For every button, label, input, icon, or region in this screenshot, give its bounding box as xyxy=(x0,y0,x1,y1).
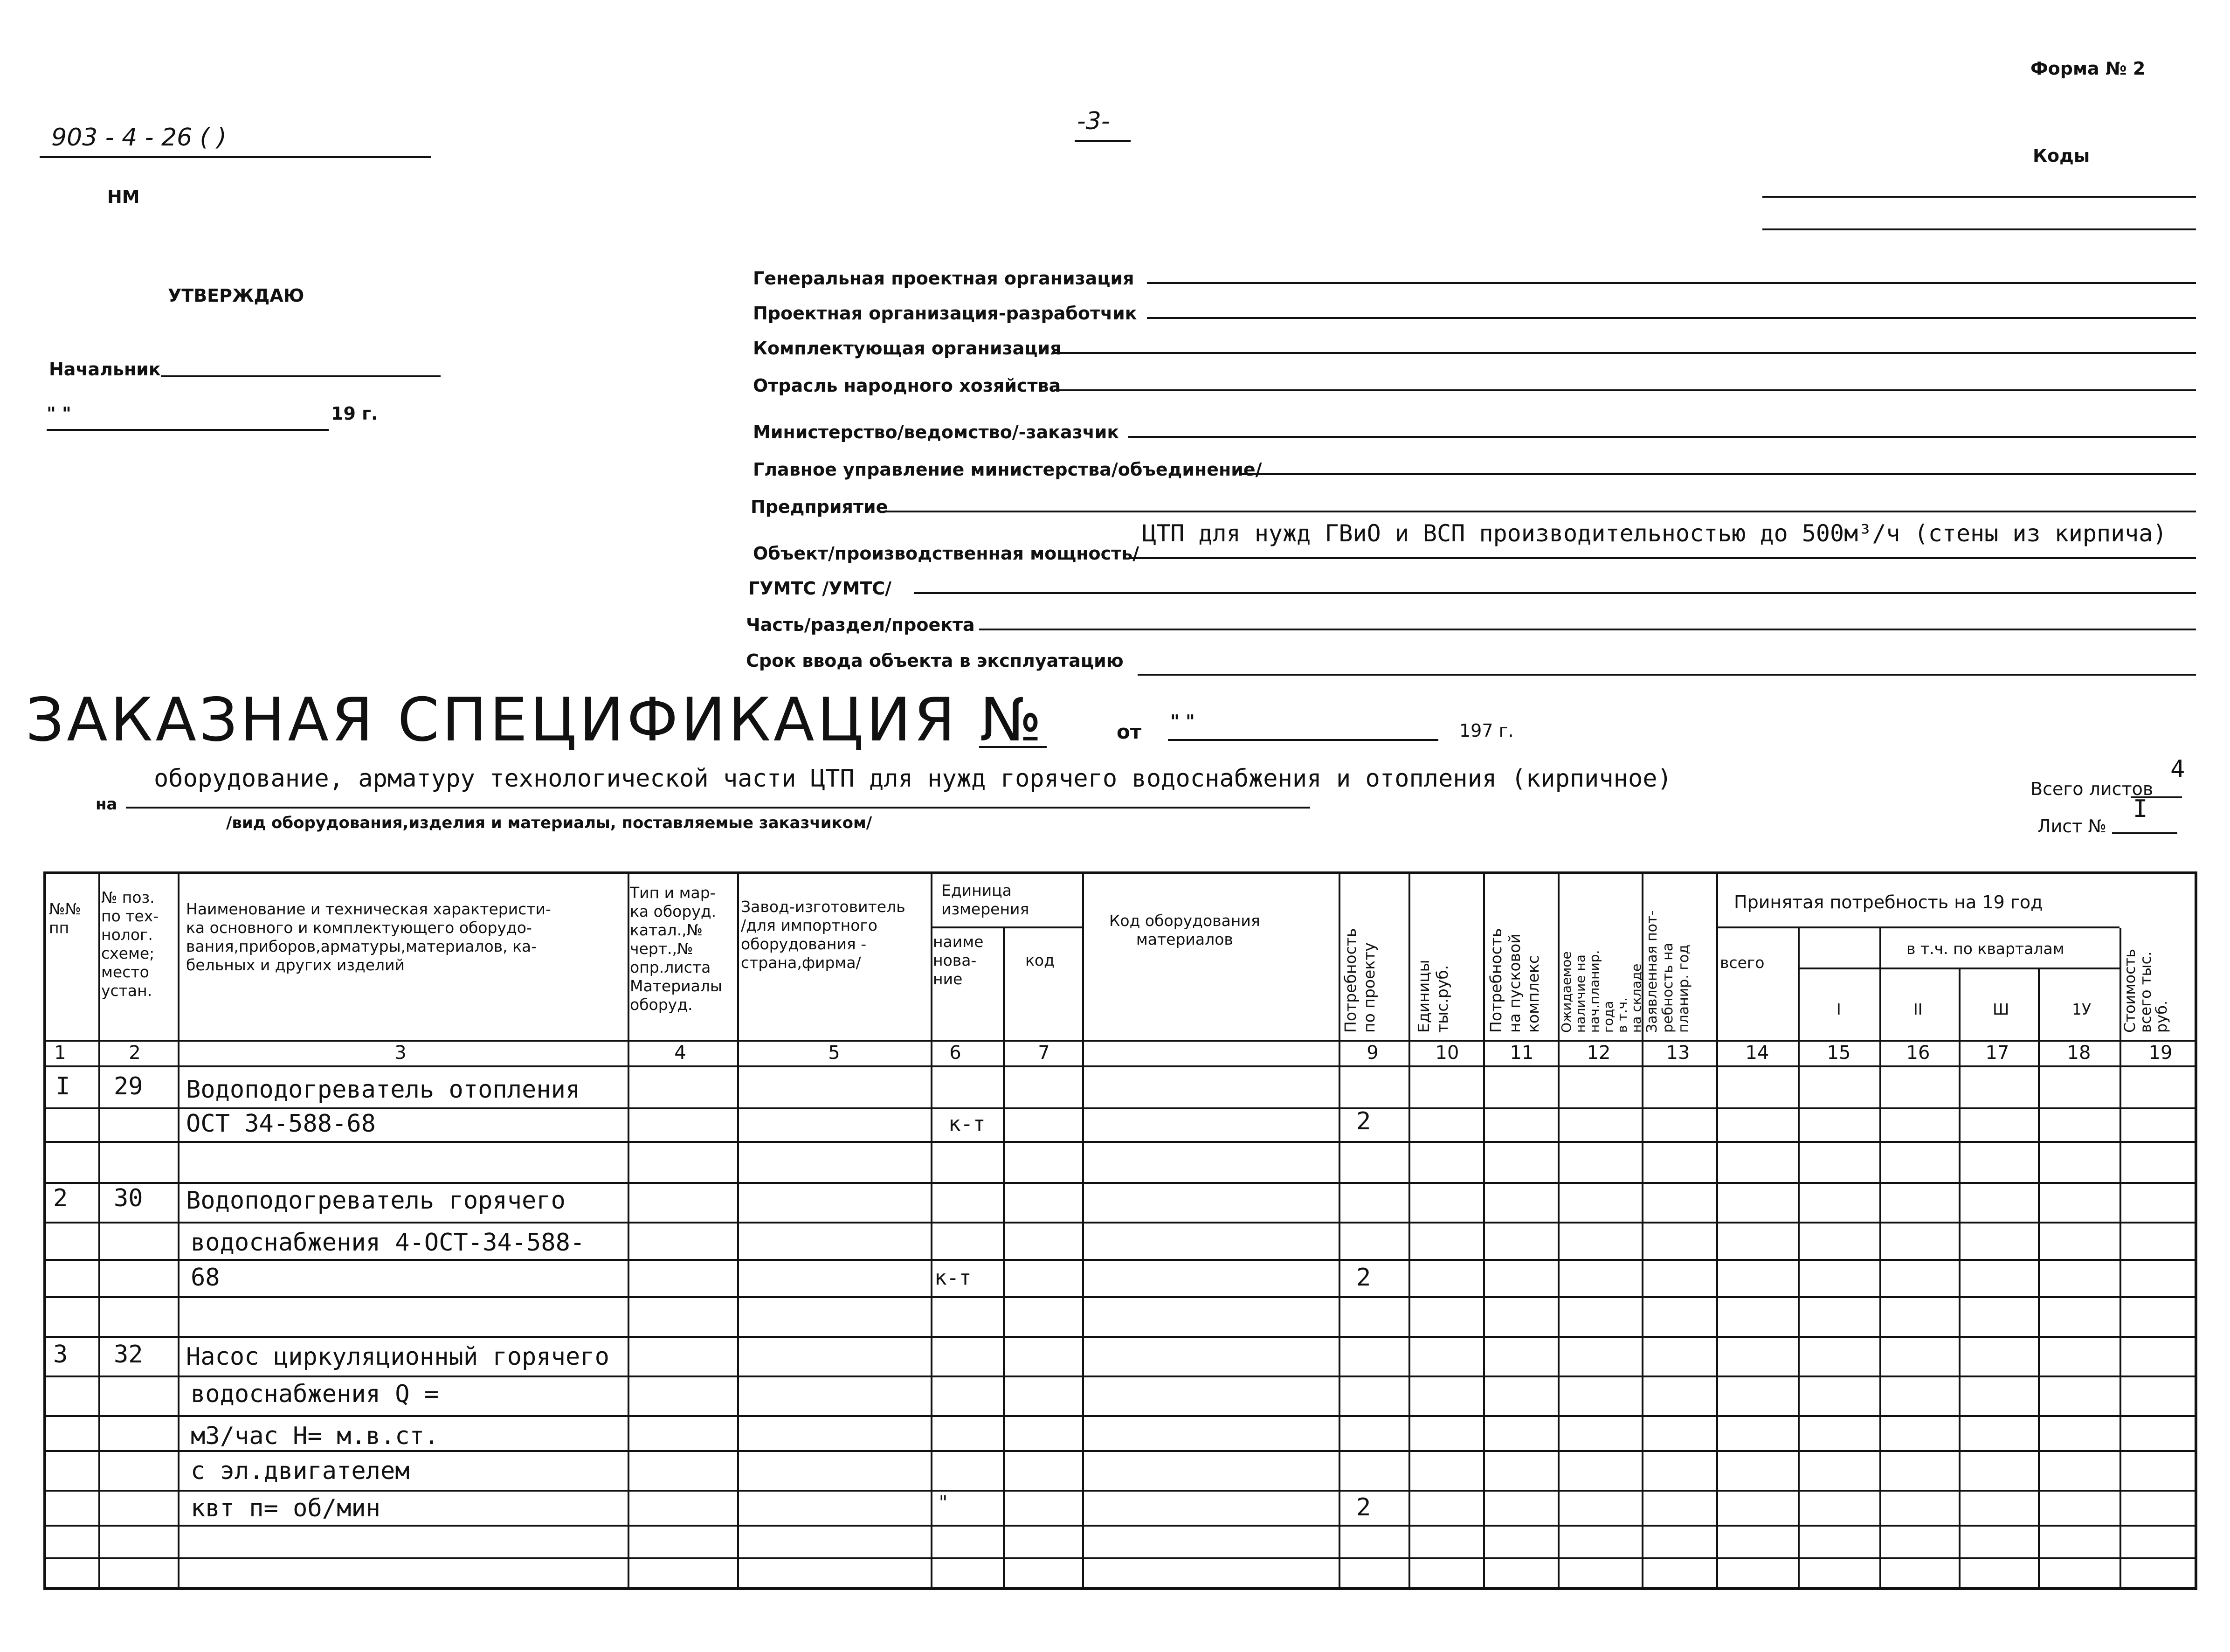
sheet-value: I xyxy=(2133,795,2148,823)
col-divider xyxy=(1408,874,1410,1587)
row-position: 29 xyxy=(114,1072,143,1100)
org-field-line xyxy=(1054,352,2196,354)
row-number: I xyxy=(55,1072,70,1100)
col-number: 2 xyxy=(129,1042,141,1064)
header-accepted: Принятая потребность на 19 год xyxy=(1734,892,2043,912)
org-field-label: Генеральная проектная организация xyxy=(753,268,1134,289)
row-line xyxy=(46,1450,2195,1452)
col-number: 1 xyxy=(54,1042,66,1064)
org-field-label: Отрасль народного хозяйства xyxy=(753,375,1061,396)
row-name: квт п= об/мин xyxy=(191,1494,380,1522)
row-unit: к-т xyxy=(934,1266,972,1290)
org-field-label: Часть/раздел/проекта xyxy=(746,615,975,635)
header-need-project: Потребность по проекту xyxy=(1341,928,1378,1033)
row-name: 68 xyxy=(191,1264,220,1292)
approve-date-line xyxy=(47,429,329,431)
doc-number: 903 - 4 - 26 ( ) xyxy=(51,124,227,152)
title-date-line xyxy=(1168,739,1438,741)
row-line xyxy=(46,1182,2195,1184)
col-number: 10 xyxy=(1435,1042,1459,1064)
col-divider xyxy=(628,874,629,1587)
col-divider xyxy=(98,874,100,1587)
codes-line-2 xyxy=(1762,228,2196,230)
row-line xyxy=(46,1259,2195,1261)
row-name: водоснабжения 4-ОСТ-34-588- xyxy=(191,1229,585,1257)
row-position: 32 xyxy=(114,1341,143,1369)
org-field-label: Главное управление министерства/объединение/ xyxy=(753,459,1262,480)
org-field-line xyxy=(1131,557,2196,559)
col-number: 19 xyxy=(2148,1042,2173,1064)
approve-date-quote: " " xyxy=(47,403,71,424)
row-line xyxy=(46,1107,2195,1109)
col-divider xyxy=(1483,874,1485,1587)
row-line xyxy=(46,1557,2195,1559)
doc-number-underline xyxy=(40,156,431,158)
header-subline xyxy=(931,926,1082,928)
org-field-line xyxy=(1147,317,2196,319)
header-expected: Ожидаемое наличие на нач.планир. года в т.ч. на складе xyxy=(1559,950,1644,1033)
col-divider xyxy=(1879,928,1881,1587)
header-q4: 1У xyxy=(2072,1000,2092,1018)
codes-line-1 xyxy=(1762,196,2196,198)
col-divider xyxy=(931,874,932,1587)
row-position: 30 xyxy=(114,1184,143,1212)
col-number: 5 xyxy=(828,1042,840,1064)
org-field-label: Министерство/ведомство/-заказчик xyxy=(753,422,1119,442)
sheet-line xyxy=(2112,832,2177,834)
subject-line xyxy=(126,807,1310,809)
col-number: 12 xyxy=(1587,1042,1611,1064)
org-field-label: Комплектующая организация xyxy=(753,338,1062,359)
col-number: 9 xyxy=(1367,1042,1379,1064)
org-field-line xyxy=(1147,282,2196,284)
row-quantity: 2 xyxy=(1356,1107,1371,1135)
org-field-label: ГУМТС /УМТС/ xyxy=(748,578,892,599)
org-field-label: Объект/производственная мощность/ xyxy=(753,543,1139,564)
approve-label: УТВЕРЖДАЮ xyxy=(168,285,304,306)
row-line xyxy=(46,1336,2195,1338)
row-line xyxy=(46,1525,2195,1527)
row-line xyxy=(46,1222,2195,1223)
page-marker-underline xyxy=(1075,140,1131,142)
org-field-line xyxy=(914,592,2196,594)
header-q2: II xyxy=(1913,1000,1923,1018)
sheets-total-value: 4 xyxy=(2170,755,2185,783)
row-unit: " xyxy=(938,1492,949,1514)
org-field-line xyxy=(884,511,2196,512)
col-divider xyxy=(178,874,180,1587)
header-type: Тип и мар- ка оборуд. катал.,№ черт.,№ опр.листа Материалы оборуд. xyxy=(630,884,722,1014)
title-quote: " " xyxy=(1170,711,1195,732)
col-number: 3 xyxy=(394,1042,407,1064)
header-q3: Ш xyxy=(1993,1000,2009,1018)
header-bottom-line xyxy=(46,1040,2195,1042)
row-name: Насос циркуляционный горячего xyxy=(186,1343,609,1371)
chief-line xyxy=(161,375,441,377)
header-declared: Заявленная пот- ребность на планир. год xyxy=(1644,910,1692,1033)
header-manufacturer: Завод-изготовитель /для импортного оборудования - страна,фирма/ xyxy=(741,898,905,972)
row-quantity: 2 xyxy=(1356,1493,1371,1521)
header-subline xyxy=(1716,926,2120,928)
col-divider xyxy=(1798,928,1800,1587)
header-unit-name: наиме нова- ние xyxy=(933,933,984,988)
chief-label: Начальник xyxy=(49,359,161,380)
row-number: 2 xyxy=(53,1184,68,1212)
header-equipment-code: Код оборудования материалов xyxy=(1109,912,1260,948)
header-name: Наименование и техническая характеристи- ка основного и комплектующего оборудо- вания,приборов,арматуры,материалов, ка- бельных и других изделий xyxy=(186,900,551,974)
row-name: ОСТ 34-588-68 xyxy=(186,1110,376,1138)
row-unit: к-т xyxy=(948,1112,986,1136)
row-line xyxy=(46,1141,2195,1143)
form-number-label: Форма № 2 xyxy=(2030,58,2146,79)
header-cost: Стоимость всего тыс. руб. xyxy=(2121,948,2170,1033)
col-divider xyxy=(1003,928,1005,1587)
title-ot: от xyxy=(1117,720,1142,743)
header-q1: I xyxy=(1836,1000,1841,1018)
codes-label: Коды xyxy=(2033,145,2090,166)
col-number: 18 xyxy=(2067,1042,2091,1064)
col-number: 16 xyxy=(1906,1042,1930,1064)
row-line xyxy=(46,1296,2195,1298)
row-number: 3 xyxy=(53,1341,68,1369)
row-quantity: 2 xyxy=(1356,1264,1371,1292)
org-field-line xyxy=(1240,473,2196,475)
col-divider xyxy=(2038,968,2040,1587)
header-num: №№ пп xyxy=(49,900,81,937)
sheet-label: Лист № xyxy=(2037,816,2106,836)
org-field-line xyxy=(1128,436,2196,438)
org-field-line xyxy=(979,629,2196,630)
header-total: всего xyxy=(1720,954,1765,972)
org-field-label: Проектная организация-разработчик xyxy=(753,303,1137,324)
col-number-line xyxy=(46,1065,2195,1067)
header-units-rub: Единицы тыс.руб. xyxy=(1415,960,1451,1033)
col-number: 11 xyxy=(1510,1042,1534,1064)
header-pos: № поз. по тех- нолог. схеме; место устан. xyxy=(101,888,159,1000)
document-title: ЗАКАЗНАЯ СПЕЦИФИКАЦИЯ № xyxy=(26,685,1045,755)
subject-caption: /вид оборудования,изделия и материалы, поставляемые заказчиком/ xyxy=(226,814,872,832)
col-number: 7 xyxy=(1038,1042,1050,1064)
row-name: м3/час Н= м.в.ст. xyxy=(191,1422,439,1450)
specification-table xyxy=(43,871,2197,1590)
col-number: 17 xyxy=(1985,1042,2009,1064)
title-number-line xyxy=(979,746,1047,748)
sheets-total-label: Всего листов xyxy=(2030,779,2154,799)
org-field-line xyxy=(1054,389,2196,391)
header-subline xyxy=(1798,968,2120,969)
col-number: 6 xyxy=(949,1042,961,1064)
col-divider xyxy=(737,874,739,1587)
page-marker: -3- xyxy=(1077,107,1110,135)
col-divider xyxy=(1339,874,1340,1587)
col-divider xyxy=(1082,874,1084,1587)
header-unit-code: код xyxy=(1025,951,1055,969)
row-name: водоснабжения Q = xyxy=(191,1380,439,1408)
row-line xyxy=(46,1376,2195,1377)
col-number: 15 xyxy=(1827,1042,1851,1064)
row-name: Водоподогреватель горячего xyxy=(186,1187,566,1215)
org-field-line xyxy=(1138,674,2196,676)
col-divider xyxy=(1959,968,1961,1587)
org-field-label: Предприятие xyxy=(751,497,888,517)
title-year: 197 г. xyxy=(1459,720,1514,741)
object-value: ЦТП для нужд ГВиО и ВСП производительностью до 500м³/ч (стены из кирпича) xyxy=(1142,520,2167,547)
header-unit: Единица измерения xyxy=(941,881,1029,918)
org-field-label: Срок ввода объекта в эксплуатацию xyxy=(746,650,1124,671)
col-divider xyxy=(1716,874,1718,1587)
subject-na: на xyxy=(96,795,117,814)
header-startup: Потребность на пусковой комплекс xyxy=(1487,928,1542,1033)
col-number: 4 xyxy=(674,1042,686,1064)
subject-value: оборудование, арматуру технологической части ЦТП для нужд горячего водоснабжения и отопления (кирпичное) xyxy=(154,765,1672,793)
col-number: 13 xyxy=(1666,1042,1690,1064)
row-line xyxy=(46,1415,2195,1417)
approve-year: 19 г. xyxy=(331,403,378,424)
row-name: с эл.двигателем xyxy=(191,1457,410,1485)
col-number: 14 xyxy=(1745,1042,1769,1064)
header-quarters: в т.ч. по кварталам xyxy=(1906,940,2064,958)
row-name: Водоподогреватель отопления xyxy=(186,1076,580,1104)
hm-label: НМ xyxy=(107,187,140,207)
row-line xyxy=(46,1490,2195,1492)
